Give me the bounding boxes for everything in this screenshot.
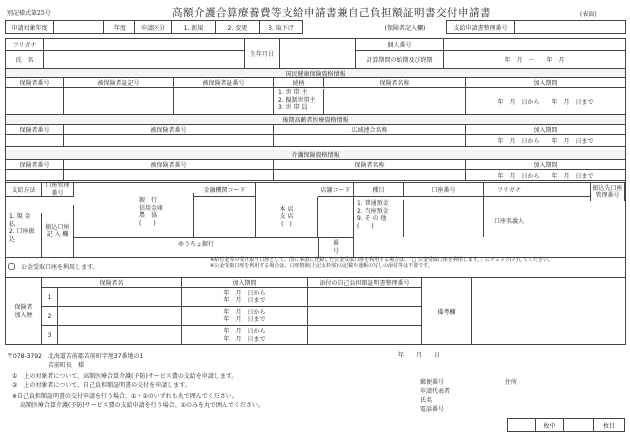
elderly-insurer-no-header: 保険者番号 — [6, 125, 64, 134]
payment-method-label: 支給方法 — [6, 183, 42, 197]
elderly-period-field[interactable]: 年 月 日から 年 月 日まで — [497, 138, 594, 145]
history-insurer-field[interactable] — [58, 288, 182, 307]
nhi-data-row — [6, 88, 625, 115]
history-insurer-field[interactable] — [58, 307, 182, 326]
history-period-header: 加入期間 — [182, 278, 308, 288]
sheet-total-field[interactable] — [508, 419, 536, 431]
postal-label: 郵便番号 — [420, 379, 445, 386]
year-suffix: 年度 — [113, 24, 126, 32]
birthdate-field[interactable] — [280, 39, 356, 68]
public-account-row — [8, 262, 99, 271]
history-period-field[interactable]: 年 月 日から 年 月 日まで — [182, 326, 308, 345]
sheet-no-label: 枚目 — [602, 422, 615, 430]
insurer-entry: (保険者記入欄) — [384, 24, 426, 32]
category-label: 申請区分 — [134, 21, 172, 33]
holder-furigana-label: フリガナ — [484, 183, 534, 197]
elderly-insured-no-field[interactable] — [64, 135, 274, 146]
care-period-field[interactable]: 年 月 日から 年 月 日まで — [497, 172, 594, 180]
nhi-insurer-no-header: 保険者番号 — [6, 78, 64, 87]
yucho-number-label: 番 号 — [318, 237, 354, 257]
history-section — [6, 277, 625, 345]
elderly-header-row — [6, 125, 625, 135]
care-insured-no-header: 被保険者番号 — [64, 160, 274, 169]
sheet-of-label: 枚中 — [536, 419, 564, 431]
branch-code-label: 店舗コード — [318, 183, 354, 197]
history-cert-field[interactable] — [308, 326, 422, 345]
care-data-row — [6, 170, 625, 181]
holder-field[interactable] — [534, 197, 590, 237]
application-item-1: ① 上の対象者について、高額医療合算介護(予防)サービス費の支給を申請します。 — [12, 373, 238, 380]
history-insurer-field[interactable] — [58, 326, 182, 345]
nhi-heading: 国民健康保険資格情報 — [6, 68, 625, 78]
mayor-name: 苫前町長 様 — [48, 362, 85, 369]
account-type-options[interactable]: 1. 普通預金 2. 当座預金 9. そ の 他 ( ) — [354, 200, 404, 237]
account-type-label: 種目 — [354, 183, 404, 197]
nhi-period-field[interactable]: 年 月 日から 年 月 日まで — [497, 98, 594, 106]
history-label: 保険者 加入歴 — [6, 278, 42, 345]
elderly-data-row — [6, 135, 625, 147]
nhi-insurer-name-field[interactable] — [324, 88, 466, 114]
mgmt-number-label: 支給申請書整理番号 — [447, 21, 515, 33]
rep-name-label: 氏名 — [420, 397, 433, 404]
elderly-union-field[interactable] — [274, 135, 466, 146]
transfer-entry-label: 振込口座 記 入 欄 — [42, 205, 74, 257]
institution-code-field[interactable] — [194, 197, 256, 237]
category-withdraw[interactable]: 3. 取下げ — [268, 24, 294, 32]
nhi-header-row — [6, 78, 625, 88]
care-insurer-name-header: 保険者名称 — [274, 160, 466, 169]
period-field[interactable]: 年 月 ～ 年 月 — [504, 57, 565, 64]
name-field[interactable] — [44, 51, 244, 68]
public-account-label: 公金受取口座を利用します。 — [21, 264, 99, 271]
nhi-card-number-header: 被保険者証番号 — [174, 78, 274, 87]
form-number: 別記様式第25号 — [7, 10, 51, 17]
bank-section — [6, 182, 625, 258]
care-header-row — [6, 160, 625, 170]
nhi-card-symbol-field[interactable] — [64, 88, 174, 114]
nhi-insurer-name-header: 保険者名称 — [324, 78, 466, 87]
nhi-insurer-no-field[interactable] — [6, 88, 64, 114]
account-number-field[interactable] — [404, 197, 484, 237]
institution-code-label: 金融機関コード — [194, 183, 256, 197]
elderly-period-header: 加入期間 — [533, 127, 558, 134]
fiscal-year-field[interactable] — [54, 21, 104, 33]
yucho-label: ゆうちょ銀行 — [74, 237, 318, 249]
representative-label: 申請代表者 — [420, 388, 451, 395]
application-date[interactable]: 年 月 日 — [398, 352, 441, 359]
dest-mgmt-label: 振込先口座 管理番号 — [590, 183, 625, 201]
history-cert-field[interactable] — [308, 307, 422, 326]
fiscal-year-label: 申請対象年度 — [6, 21, 54, 33]
branch-type[interactable]: 本 店 支 店 ( ) — [256, 197, 318, 237]
care-insured-no-field[interactable] — [64, 170, 274, 180]
care-insurer-name-field[interactable] — [274, 170, 466, 180]
nhi-relation-header: 続柄 — [274, 78, 324, 87]
nhi-relation-options[interactable]: 1. 世 帯 主 2. 擬制世帯主 3. 世 帯 員 — [274, 89, 324, 114]
public-account-checkbox[interactable] — [8, 263, 15, 270]
remarks-label: 備考欄 — [422, 278, 472, 345]
remarks-field[interactable] — [472, 278, 625, 345]
sheet-number-field[interactable] — [564, 419, 594, 431]
nhi-card-symbol-header: 被保険者証記号 — [64, 78, 174, 87]
account-number-label: 口座番号 — [404, 183, 484, 197]
history-period-field[interactable]: 年 月 日から 年 月 日まで — [182, 288, 308, 307]
application-note-2: 高額医療合算介護(予防)サービス費の支給申請を行う場合、①のみを丸で囲んでください。 — [20, 402, 265, 409]
application-note-1: ※自己負担額証明書の交付申請を行う場合、①・②のいずれも丸で囲んでください。 — [12, 393, 238, 400]
public-account-notes: ※給付金等の受け取り口座として、国に事前に登録した公金受取口座を利用する場合は、「□ 公金受取口座を利用します。」にチェック(✓)してください。 ※公金受取口座を利用する場合は、口座情報(上記太枠部)の記載や通帳の写しの添付等は不要です。 — [210, 257, 553, 270]
care-insurer-no-field[interactable] — [6, 170, 64, 180]
institution-type[interactable]: 銀 行 信用金庫 農 協 ( ) — [74, 193, 194, 237]
personal-number-field[interactable] — [444, 39, 625, 51]
care-insurer-no-header: 保険者番号 — [6, 160, 64, 169]
nhi-card-number-field[interactable] — [174, 88, 274, 114]
history-insurer-header: 保険者名 — [42, 278, 182, 288]
elderly-insured-no-header: 被保険者番号 — [64, 125, 274, 134]
elderly-union-header: 広域連合名称 — [274, 125, 466, 134]
mgmt-number-box — [446, 20, 626, 34]
mayor-address: 〒078-3792 北海道苫前郡苫前町字旭37番地の1 — [7, 353, 144, 360]
period-label: 計算期間の始期及び終期 — [356, 51, 444, 68]
furigana-field[interactable] — [44, 39, 244, 51]
elderly-heading: 後期高齢者医療資格情報 — [6, 115, 625, 125]
nhi-period-header: 加入期間 — [533, 80, 558, 87]
care-heading: 介護保険資格情報 — [6, 150, 625, 160]
history-row-number: 2 — [42, 307, 58, 326]
care-period-header: 加入期間 — [533, 162, 558, 169]
history-row-number: 3 — [42, 326, 58, 345]
holder-label: 口座名義人 — [493, 217, 524, 225]
phone-label: 電話番号 — [420, 406, 445, 413]
furigana-label: フリガナ — [6, 39, 44, 51]
history-cert-header: 添付の自己負担額証明書整理番号 — [308, 278, 422, 288]
payment-method-options[interactable]: 1. 現 金 払 2. 口座振 込 — [6, 213, 42, 257]
sheet-counter — [507, 418, 625, 432]
personal-number-label: 個人番号 — [356, 39, 444, 51]
mgmt-number-field[interactable] — [515, 21, 625, 33]
birthdate-label: 生年月日 — [244, 39, 280, 68]
form-title: 高額介護合算療養費等支給申請書兼自己負担額証明書交付申請書 — [172, 7, 491, 19]
history-row-number: 1 — [42, 288, 58, 307]
top-row — [5, 20, 303, 34]
name-label: 氏 名 — [6, 51, 44, 68]
history-period-field[interactable]: 年 月 日から 年 月 日まで — [182, 307, 308, 326]
history-cert-field[interactable] — [308, 288, 422, 307]
holder-furigana-field[interactable] — [534, 183, 590, 197]
account-mgmt-label: 口座管理 番号 — [42, 183, 74, 197]
elderly-insurer-no-field[interactable] — [6, 135, 64, 146]
category-new[interactable]: 1. 新規 — [172, 21, 216, 33]
residence-label: 住所 — [505, 379, 518, 386]
branch-code-field[interactable] — [318, 197, 354, 237]
category-change[interactable]: 2. 変更 — [216, 21, 260, 33]
application-item-2: ② 上の対象者について、自己負担額証明書の交付を申請します。 — [12, 382, 191, 389]
form-side: (表面) — [580, 11, 597, 18]
